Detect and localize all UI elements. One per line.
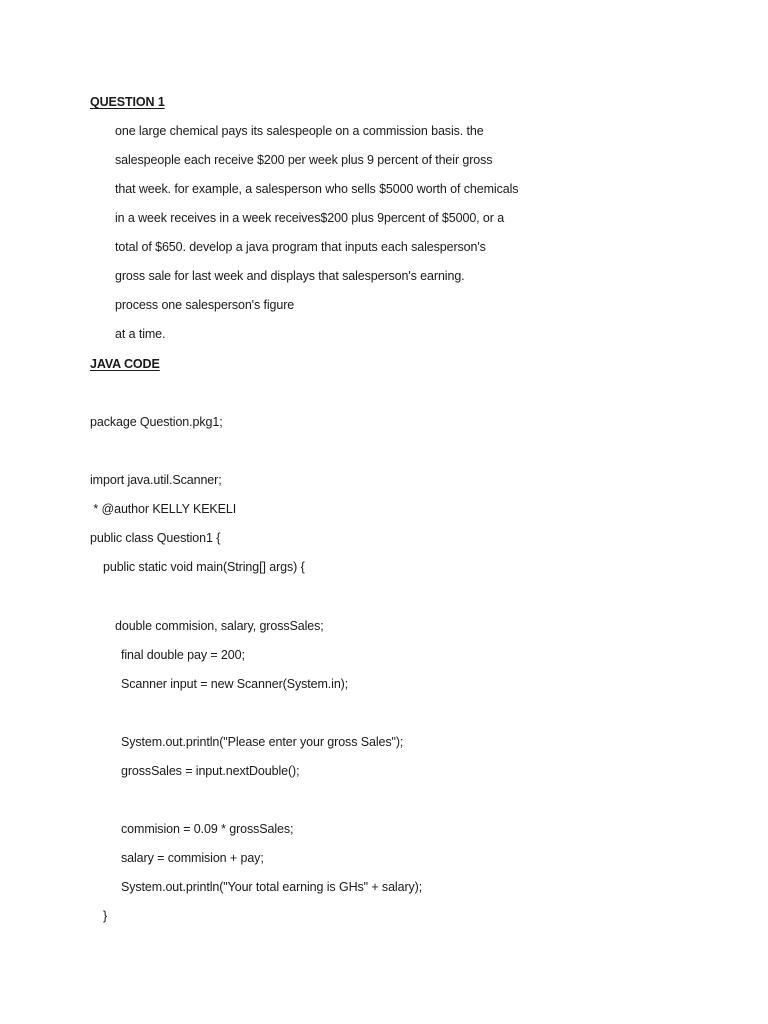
question-text-line: one large chemical pays its salespeople on a commission basis. the bbox=[115, 124, 484, 138]
code-line: } bbox=[103, 909, 108, 923]
code-line: public class Question1 { bbox=[90, 531, 221, 545]
question-text-line: total of $650. develop a java program that inputs each salesperson's bbox=[115, 240, 486, 254]
question-heading: QUESTION 1 bbox=[90, 95, 165, 109]
code-line: public static void main(String[] args) { bbox=[103, 560, 305, 574]
question-text-line: salespeople each receive $200 per week plus 9 percent of their gross bbox=[115, 153, 493, 167]
code-line: Scanner input = new Scanner(System.in); bbox=[121, 677, 349, 691]
code-line: grossSales = input.nextDouble(); bbox=[121, 764, 300, 778]
question-text-line: in a week receives in a week receives$200 plus 9percent of $5000, or a bbox=[115, 211, 505, 225]
code-line: final double pay = 200; bbox=[121, 648, 245, 662]
code-line: commision = 0.09 * grossSales; bbox=[121, 822, 294, 836]
code-line: salary = commision + pay; bbox=[121, 851, 264, 865]
code-line: import java.util.Scanner; bbox=[90, 473, 222, 487]
code-line: System.out.println("Please enter your gross Sales"); bbox=[121, 735, 404, 749]
code-line: System.out.println("Your total earning is GHs" + salary); bbox=[121, 880, 423, 894]
question-text-line: process one salesperson's figure bbox=[115, 298, 295, 312]
question-text-line: that week. for example, a salesperson who sells $5000 worth of chemicals bbox=[115, 182, 519, 196]
question-text-line: at a time. bbox=[115, 327, 166, 341]
code-heading: JAVA CODE bbox=[90, 357, 160, 371]
question-text-line: gross sale for last week and displays that salesperson's earning. bbox=[115, 269, 465, 283]
code-line: * @author KELLY KEKELI bbox=[90, 502, 237, 516]
code-line: double commision, salary, grossSales; bbox=[115, 619, 324, 633]
code-line: package Question.pkg1; bbox=[90, 415, 223, 429]
